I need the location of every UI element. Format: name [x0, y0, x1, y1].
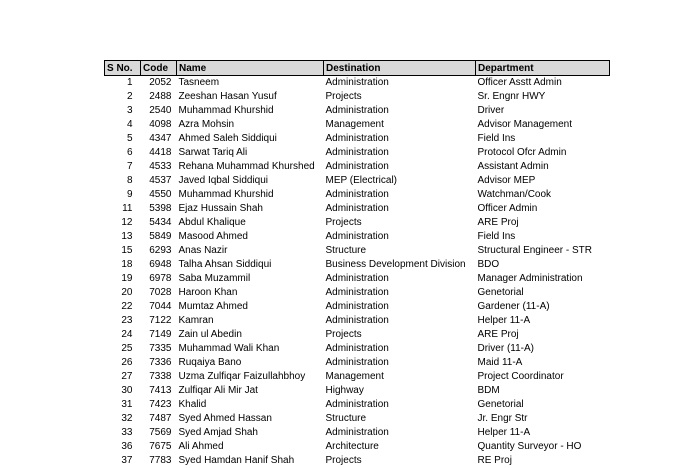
cell-department: ARE Proj [476, 216, 610, 230]
cell-name: Syed Ahmed Hassan [177, 412, 324, 426]
header-name: Name [177, 61, 324, 76]
cell-code: 2540 [141, 104, 177, 118]
cell-sno: 22 [105, 300, 141, 314]
table-row [105, 160, 610, 174]
cell-destination: Administration [324, 342, 476, 356]
cell-name: Mumtaz Ahmed [177, 300, 324, 314]
cell-code: 4347 [141, 132, 177, 146]
cell-department: Genetorial [476, 286, 610, 300]
cell-destination: Administration [324, 272, 476, 286]
cell-destination: Administration [324, 188, 476, 202]
cell-destination: Projects [324, 328, 476, 342]
table-row [105, 314, 610, 328]
header-department: Department [476, 61, 610, 76]
cell-destination: MEP (Electrical) [324, 174, 476, 188]
cell-code: 7335 [141, 342, 177, 356]
cell-destination: Administration [324, 146, 476, 160]
table-body [105, 76, 610, 468]
cell-destination: Administration [324, 314, 476, 328]
cell-sno: 36 [105, 440, 141, 454]
cell-destination: Business Development Division [324, 258, 476, 272]
cell-sno: 25 [105, 342, 141, 356]
cell-code: 4550 [141, 188, 177, 202]
cell-sno: 30 [105, 384, 141, 398]
cell-sno: 5 [105, 132, 141, 146]
cell-department: Maid 11-A [476, 356, 610, 370]
cell-code: 4418 [141, 146, 177, 160]
table-row [105, 202, 610, 216]
cell-department: BDM [476, 384, 610, 398]
cell-department: Officer Asstt Admin [476, 76, 610, 91]
table-row [105, 398, 610, 412]
cell-code: 7122 [141, 314, 177, 328]
cell-department: Manager Administration [476, 272, 610, 286]
cell-code: 7338 [141, 370, 177, 384]
cell-department: Field Ins [476, 132, 610, 146]
cell-name: Zulfiqar Ali Mir Jat [177, 384, 324, 398]
cell-name: Ali Ahmed [177, 440, 324, 454]
cell-destination: Administration [324, 76, 476, 91]
cell-code: 5398 [141, 202, 177, 216]
cell-sno: 32 [105, 412, 141, 426]
cell-department: Helper 11-A [476, 426, 610, 440]
cell-code: 7413 [141, 384, 177, 398]
cell-department: RE Proj [476, 454, 610, 468]
cell-department: Driver (11-A) [476, 342, 610, 356]
cell-destination: Architecture [324, 440, 476, 454]
cell-name: Saba Muzammil [177, 272, 324, 286]
cell-department: Watchman/Cook [476, 188, 610, 202]
cell-sno: 37 [105, 454, 141, 468]
cell-code: 7675 [141, 440, 177, 454]
cell-destination: Administration [324, 398, 476, 412]
table-row [105, 272, 610, 286]
cell-name: Rehana Muhammad Khurshed [177, 160, 324, 174]
table-row [105, 300, 610, 314]
table-row [105, 132, 610, 146]
cell-name: Ruqaiya Bano [177, 356, 324, 370]
cell-name: Muhammad Khurshid [177, 188, 324, 202]
cell-destination: Management [324, 118, 476, 132]
cell-sno: 2 [105, 90, 141, 104]
table-row [105, 412, 610, 426]
cell-code: 5434 [141, 216, 177, 230]
header-code: Code [141, 61, 177, 76]
cell-code: 7569 [141, 426, 177, 440]
cell-department: Driver [476, 104, 610, 118]
cell-department: Structural Engineer - STR [476, 244, 610, 258]
cell-code: 4533 [141, 160, 177, 174]
cell-code: 7423 [141, 398, 177, 412]
cell-code: 7487 [141, 412, 177, 426]
cell-department: Advisor Management [476, 118, 610, 132]
table-row [105, 188, 610, 202]
table-row [105, 356, 610, 370]
cell-sno: 12 [105, 216, 141, 230]
table-row [105, 76, 610, 91]
cell-destination: Administration [324, 104, 476, 118]
cell-sno: 20 [105, 286, 141, 300]
cell-sno: 13 [105, 230, 141, 244]
table-row [105, 216, 610, 230]
table-row [105, 328, 610, 342]
cell-name: Zeeshan Hasan Yusuf [177, 90, 324, 104]
cell-destination: Administration [324, 160, 476, 174]
table-row [105, 90, 610, 104]
table-row [105, 370, 610, 384]
cell-code: 7044 [141, 300, 177, 314]
cell-destination: Administration [324, 286, 476, 300]
table-row [105, 258, 610, 272]
cell-department: Officer Admin [476, 202, 610, 216]
cell-name: Syed Amjad Shah [177, 426, 324, 440]
cell-department: Sr. Engnr HWY [476, 90, 610, 104]
cell-name: Kamran [177, 314, 324, 328]
cell-name: Muhammad Khurshid [177, 104, 324, 118]
cell-department: ARE Proj [476, 328, 610, 342]
cell-department: Assistant Admin [476, 160, 610, 174]
table-row [105, 174, 610, 188]
cell-code: 7336 [141, 356, 177, 370]
table-row [105, 454, 610, 468]
cell-sno: 27 [105, 370, 141, 384]
table-row [105, 426, 610, 440]
cell-destination: Structure [324, 244, 476, 258]
table-row [105, 440, 610, 454]
cell-sno: 7 [105, 160, 141, 174]
cell-sno: 4 [105, 118, 141, 132]
employee-table [104, 60, 610, 468]
cell-destination: Management [324, 370, 476, 384]
cell-destination: Projects [324, 454, 476, 468]
cell-code: 7783 [141, 454, 177, 468]
cell-name: Talha Ahsan Siddiqui [177, 258, 324, 272]
cell-destination: Administration [324, 426, 476, 440]
cell-name: Tasneem [177, 76, 324, 91]
cell-name: Khalid [177, 398, 324, 412]
cell-name: Uzma Zulfiqar Faizullahbhoy [177, 370, 324, 384]
cell-sno: 3 [105, 104, 141, 118]
cell-sno: 23 [105, 314, 141, 328]
table-row [105, 230, 610, 244]
cell-code: 2488 [141, 90, 177, 104]
cell-name: Abdul Khalique [177, 216, 324, 230]
cell-code: 2052 [141, 76, 177, 91]
cell-sno: 24 [105, 328, 141, 342]
cell-code: 6978 [141, 272, 177, 286]
cell-code: 7028 [141, 286, 177, 300]
cell-sno: 33 [105, 426, 141, 440]
table-row [105, 244, 610, 258]
cell-name: Ejaz Hussain Shah [177, 202, 324, 216]
header-sno: S No. [105, 61, 141, 76]
cell-destination: Projects [324, 216, 476, 230]
cell-name: Azra Mohsin [177, 118, 324, 132]
cell-code: 4537 [141, 174, 177, 188]
cell-sno: 11 [105, 202, 141, 216]
employee-sheet [104, 60, 609, 468]
cell-name: Javed Iqbal Siddiqui [177, 174, 324, 188]
cell-name: Haroon Khan [177, 286, 324, 300]
cell-destination: Projects [324, 90, 476, 104]
cell-department: Helper 11-A [476, 314, 610, 328]
cell-name: Masood Ahmed [177, 230, 324, 244]
cell-name: Syed Hamdan Hanif Shah [177, 454, 324, 468]
cell-name: Sarwat Tariq Ali [177, 146, 324, 160]
cell-destination: Administration [324, 202, 476, 216]
cell-name: Ahmed Saleh Siddiqui [177, 132, 324, 146]
cell-sno: 31 [105, 398, 141, 412]
table-row [105, 104, 610, 118]
table-row [105, 146, 610, 160]
cell-sno: 19 [105, 272, 141, 286]
cell-department: Gardener (11-A) [476, 300, 610, 314]
cell-destination: Highway [324, 384, 476, 398]
cell-department: Quantity Surveyor - HO [476, 440, 610, 454]
cell-sno: 26 [105, 356, 141, 370]
cell-code: 5849 [141, 230, 177, 244]
table-row [105, 342, 610, 356]
cell-name: Zain ul Abedin [177, 328, 324, 342]
header-destination: Destination [324, 61, 476, 76]
cell-department: Genetorial [476, 398, 610, 412]
cell-destination: Administration [324, 356, 476, 370]
cell-sno: 8 [105, 174, 141, 188]
cell-department: Field Ins [476, 230, 610, 244]
table-row [105, 286, 610, 300]
cell-department: Advisor MEP [476, 174, 610, 188]
cell-code: 6293 [141, 244, 177, 258]
cell-name: Anas Nazir [177, 244, 324, 258]
cell-destination: Structure [324, 412, 476, 426]
table-row [105, 118, 610, 132]
cell-department: Project Coordinator [476, 370, 610, 384]
cell-sno: 1 [105, 76, 141, 91]
cell-destination: Administration [324, 132, 476, 146]
cell-code: 4098 [141, 118, 177, 132]
table-row [105, 384, 610, 398]
cell-code: 7149 [141, 328, 177, 342]
cell-destination: Administration [324, 230, 476, 244]
cell-sno: 6 [105, 146, 141, 160]
cell-sno: 15 [105, 244, 141, 258]
cell-sno: 9 [105, 188, 141, 202]
header-row [105, 61, 610, 76]
cell-department: Jr. Engr Str [476, 412, 610, 426]
cell-destination: Administration [324, 300, 476, 314]
cell-code: 6948 [141, 258, 177, 272]
cell-department: Protocol Ofcr Admin [476, 146, 610, 160]
cell-name: Muhammad Wali Khan [177, 342, 324, 356]
cell-department: BDO [476, 258, 610, 272]
cell-sno: 18 [105, 258, 141, 272]
